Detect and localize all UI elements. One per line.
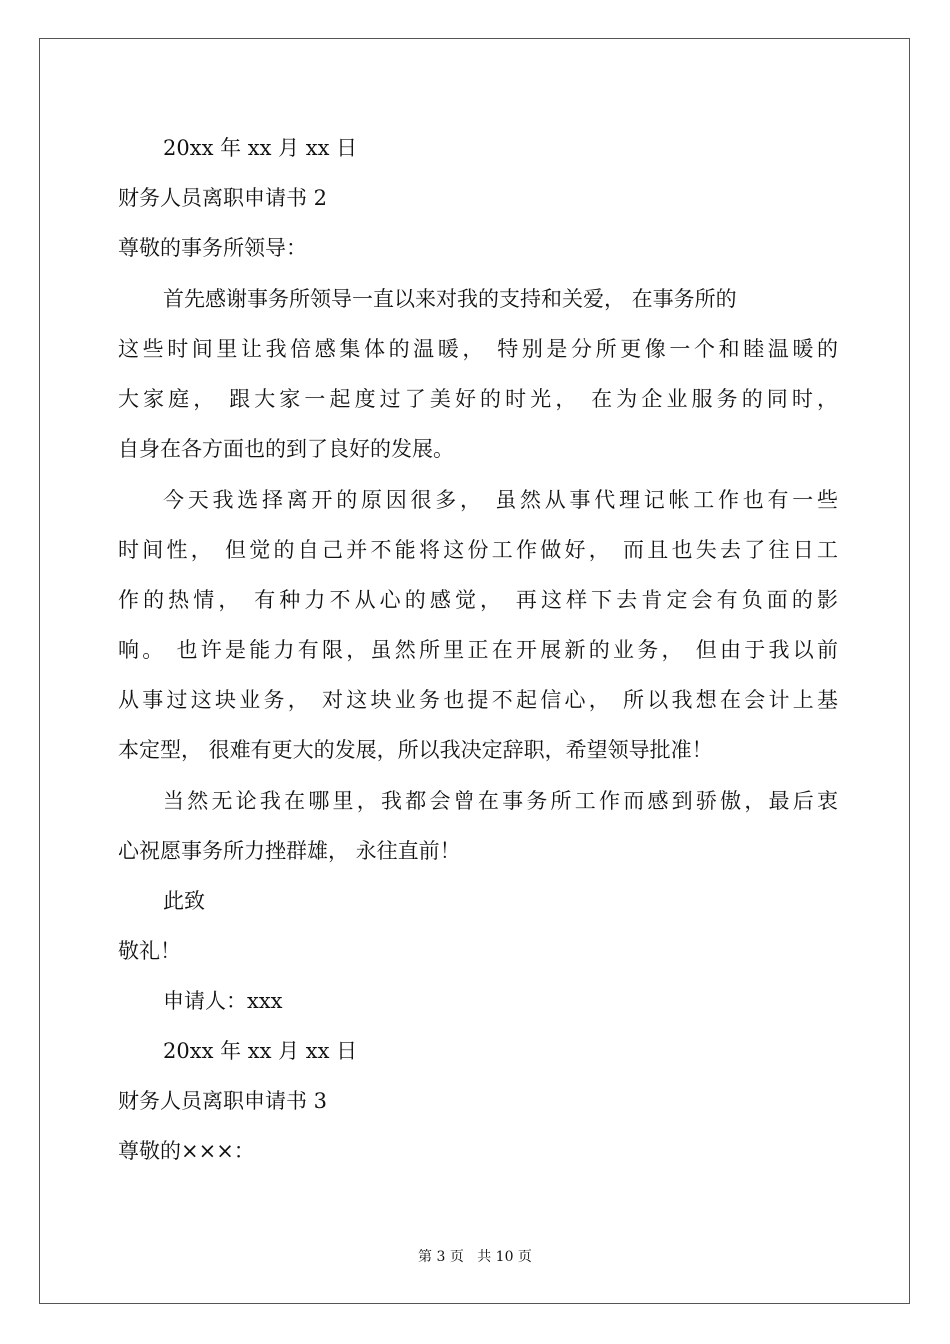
closing-salute: 敬礼！: [118, 939, 181, 963]
applicant-line: 申请人：xxx: [163, 989, 283, 1013]
letter-title-3: 财务人员离职申请书 3: [118, 1089, 328, 1113]
paragraph-2-line-4: 响。 也许是能力有限，虽然所里正在开展新的业务， 但由于我以前: [118, 638, 838, 662]
paragraph-1-line-2: 这些时间里让我倍感集体的温暖， 特别是分所更像一个和睦温暖的: [118, 337, 838, 361]
salutation: 尊敬的事务所领导：: [118, 236, 307, 260]
page-footer: [0, 1248, 950, 1266]
page-total: 共 10 页: [477, 1249, 532, 1265]
paragraph-2-line-5: 从事过这块业务， 对这块业务也提不起信心， 所以我想在会计上基: [118, 688, 838, 712]
letter-title-2: 财务人员离职申请书 2: [118, 186, 328, 210]
paragraph-3-line-2: 心祝愿事务所力挫群雄， 永往直前！: [118, 839, 461, 863]
paragraph-2-line-6: 本定型， 很难有更大的发展，所以我决定辞职，希望领导批准！: [118, 738, 713, 762]
footer-gap: [464, 1249, 477, 1265]
salutation-3: 尊敬的×××：: [118, 1139, 255, 1163]
paragraph-1-line-4: 自身在各方面也的到了良好的发展。: [118, 437, 454, 461]
date-line-2: 20xx 年 xx 月 xx 日: [163, 1039, 358, 1063]
paragraph-3-line-1: 当然无论我在哪里，我都会曾在事务所工作而感到骄傲，最后衷: [163, 789, 838, 813]
date-line: 20xx 年 xx 月 xx 日: [163, 136, 358, 160]
paragraph-1-line-3: 大家庭， 跟大家一起度过了美好的时光， 在为企业服务的同时，: [118, 387, 838, 411]
paragraph-1-line-1: 首先感谢事务所领导一直以来对我的支持和关爱， 在事务所的: [163, 287, 737, 311]
paragraph-2-line-2: 时间性， 但觉的自己并不能将这份工作做好， 而且也失去了往日工: [118, 538, 838, 562]
paragraph-2-line-1: 今天我选择离开的原因很多， 虽然从事代理记帐工作也有一些: [163, 488, 838, 512]
closing-phrase: 此致: [163, 889, 205, 913]
paragraph-2-line-3: 作的热情， 有种力不从心的感觉， 再这样下去肯定会有负面的影: [118, 588, 838, 612]
page-number: 第 3 页: [418, 1249, 464, 1265]
